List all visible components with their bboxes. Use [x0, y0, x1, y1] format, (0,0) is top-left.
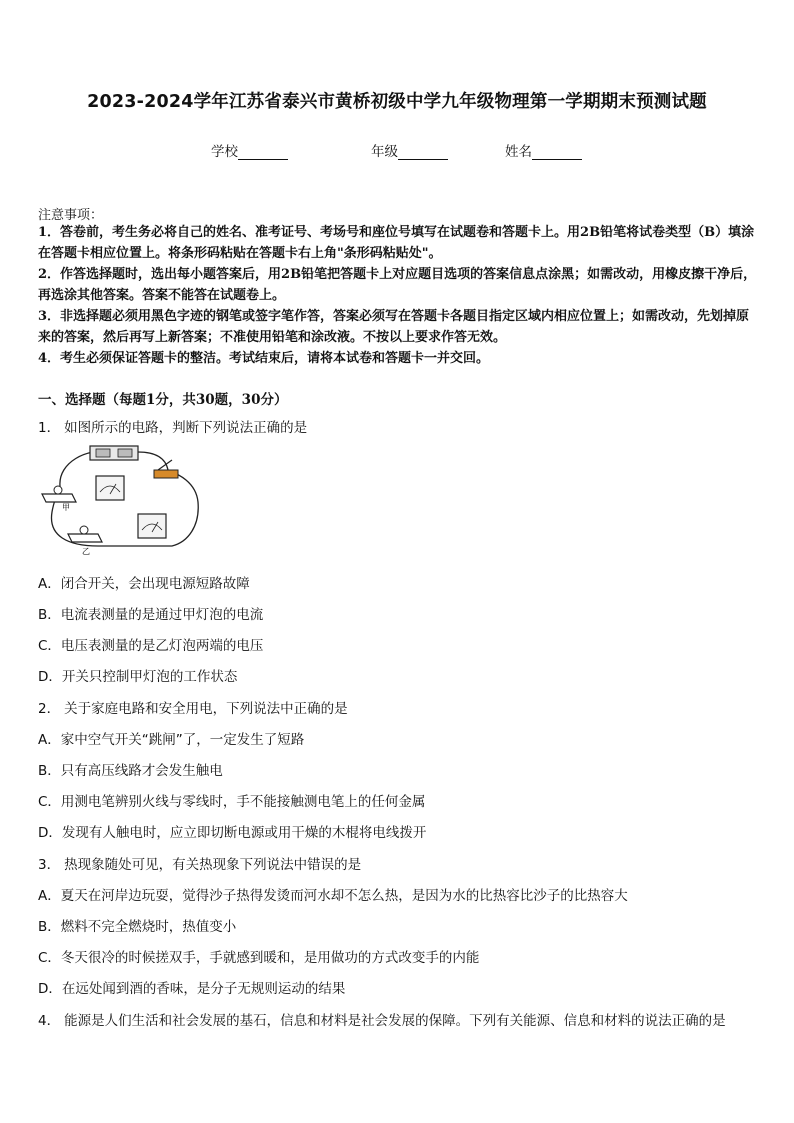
grade-label: 年级 — [371, 144, 398, 160]
school-label: 学校 — [211, 144, 238, 160]
option: C．用测电笔辨别火线与零线时，手不能接触测电笔上的任何金属 — [38, 794, 426, 810]
voltmeter-icon — [138, 514, 166, 538]
question-1 — [38, 416, 758, 436]
option: C．冬天很冷的时候搓双手，手就感到暖和，是用做功的方式改变手的内能 — [38, 950, 480, 966]
option: A．夏天在河岸边玩耍，觉得沙子热得发烫而河水却不怎么热，是因为水的比热容比沙子的比热容大 — [38, 888, 628, 904]
question-number: 2． — [38, 701, 61, 717]
option: D．在远处闻到酒的香味，是分子无规则运动的结果 — [38, 981, 346, 997]
ammeter-icon — [96, 476, 124, 500]
note-item: 4．考生必须保证答题卡的整洁。考试结束后，请将本试卷和答题卡一并交回。 — [38, 351, 490, 366]
question-number: 3． — [38, 857, 61, 873]
battery-cell — [118, 449, 132, 457]
notes-heading: 注意事项： — [38, 208, 104, 223]
question-number: 4． — [38, 1013, 61, 1029]
grade-field — [371, 140, 448, 160]
notes-list — [38, 222, 758, 369]
lamp-base-yi — [68, 534, 102, 542]
option: C．电压表测量的是乙灯泡两端的电压 — [38, 638, 264, 654]
question-4 — [38, 1009, 758, 1029]
bulb-icon — [80, 526, 88, 534]
bulb-icon — [54, 486, 62, 494]
question-3 — [38, 853, 758, 873]
school-blank — [238, 145, 288, 160]
name-field — [505, 140, 582, 160]
question-stem: 如图所示的电路，判断下列说法正确的是 — [64, 420, 308, 436]
switch-icon — [154, 470, 178, 478]
lamp-yi-label: 乙 — [82, 547, 90, 556]
option: B．只有高压线路才会发生触电 — [38, 763, 223, 779]
lamp-base-jia — [42, 494, 76, 502]
question-stem: 关于家庭电路和安全用电，下列说法中正确的是 — [64, 701, 348, 717]
note-item: 2．作答选择题时，选出每小题答案后，用2B铅笔把答题卡上对应题目选项的答案信息点涂黑；如需改动，用橡皮擦干净后，再选涂其他答案。答案不能答在试题卷上。 — [38, 267, 757, 303]
question-2 — [38, 697, 758, 717]
note-item: 3．非选择题必须用黑色字迹的钢笔或签字笔作答，答案必须写在答题卡各题目指定区域内相应位置上；如需改动，先划掉原来的答案，然后再写上新答案；不准使用铅笔和涂改液。不按以上要求作答无效。 — [38, 309, 750, 345]
name-blank — [532, 145, 582, 160]
school-field — [211, 140, 288, 160]
option: A．家中空气开关“跳闸”了，一定发生了短路 — [38, 732, 305, 748]
question-stem: 能源是人们生活和社会发展的基石，信息和材料是社会发展的保障。下列有关能源、信息和材料的说法正确的是 — [64, 1013, 726, 1029]
name-label: 姓名 — [505, 144, 532, 160]
option: B．电流表测量的是通过甲灯泡的电流 — [38, 607, 264, 623]
page-title: 2023-2024学年江苏省泰兴市黄桥初级中学九年级物理第一学期期末预测试题 — [87, 92, 707, 112]
option: D．发现有人触电时，应立即切断电源或用干燥的木棍将电线拨开 — [38, 825, 427, 841]
battery-cell — [96, 449, 110, 457]
option: B．燃料不完全燃烧时，热值变小 — [38, 919, 237, 935]
lamp-jia-label: 甲 — [62, 503, 70, 512]
option: D．开关只控制甲灯泡的工作状态 — [38, 669, 238, 685]
section-title: 一、选择题（每题1分，共30题，30分） — [38, 392, 288, 408]
question-number: 1． — [38, 420, 61, 436]
option: A．闭合开关，会出现电源短路故障 — [38, 576, 250, 592]
grade-blank — [398, 145, 448, 160]
note-item: 1．答卷前，考生务必将自己的姓名、准考证号、考场号和座位号填写在试题卷和答题卡上。用2B铅笔将试卷类型（B）填涂在答题卡相应位置上。将条形码粘贴在答题卡右上角"条形码粘贴处"。 — [38, 225, 755, 261]
question-stem: 热现象随处可见，有关热现象下列说法中错误的是 — [64, 857, 362, 873]
circuit-figure — [38, 442, 202, 558]
